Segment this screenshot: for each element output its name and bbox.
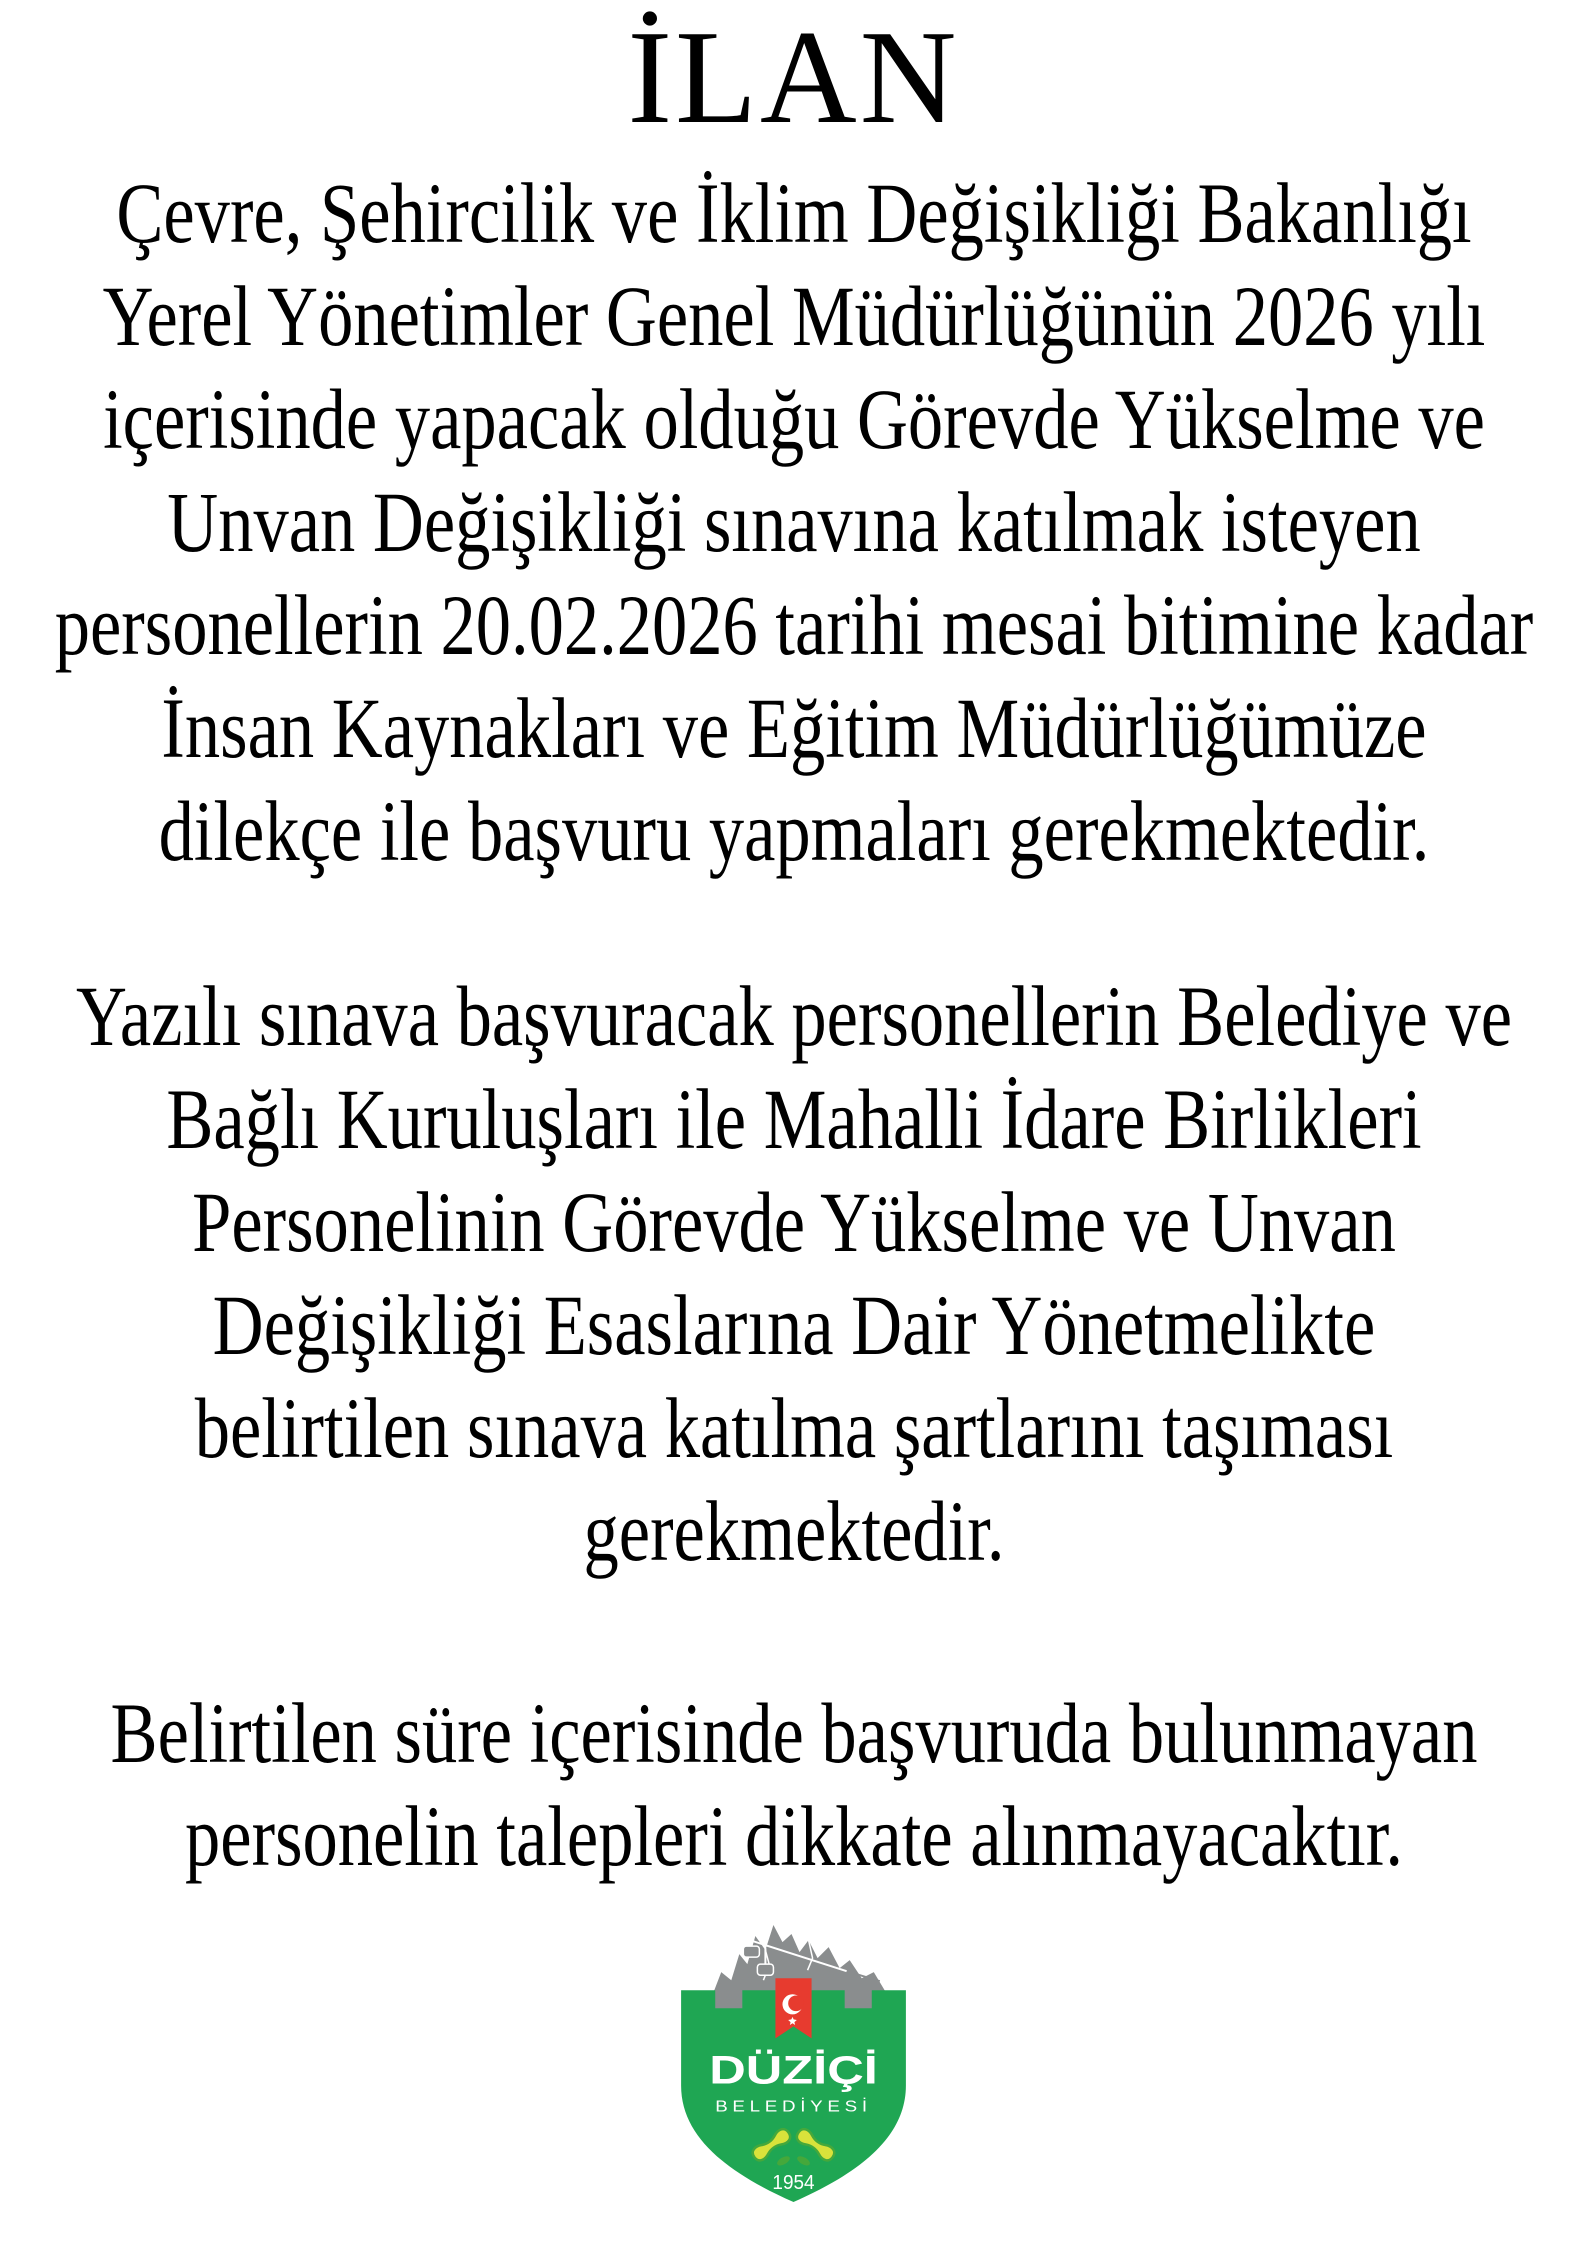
text-line: gerekmektedir. bbox=[583, 1483, 1005, 1579]
text-line: Yerel Yönetimler Genel Müdürlüğünün 2026 yılı bbox=[102, 268, 1486, 364]
paragraph-exam-conditions bbox=[0, 965, 1587, 1583]
text-line: Değişikliği Esaslarına Dair Yönetmelikte bbox=[212, 1277, 1376, 1373]
logo-city-name: DÜZİÇİ bbox=[709, 2047, 878, 2093]
text-line: Unvan Değişikliği sınavına katılmak isteyen bbox=[167, 474, 1421, 570]
text-line: Belirtilen süre içerisinde başvuruda bulunmayan bbox=[110, 1685, 1478, 1781]
municipality-logo bbox=[0, 1920, 1587, 2203]
paragraph-application-info bbox=[0, 162, 1587, 883]
text-line: Bağlı Kuruluşları ile Mahalli İdare Birlikleri bbox=[166, 1071, 1422, 1167]
logo-municipality-label: BELEDİYESİ bbox=[715, 2097, 850, 2116]
text-line: personellerin 20.02.2026 tarihi mesai bitimine kadar bbox=[54, 577, 1534, 673]
cable-car-icon bbox=[757, 1964, 773, 1975]
crescent-inner bbox=[788, 1995, 804, 2011]
text-line: İnsan Kaynakları ve Eğitim Müdürlüğümüze bbox=[161, 680, 1427, 776]
text-line: Personelinin Görevde Yükselme ve Unvan bbox=[192, 1174, 1396, 1270]
logo-founding-year: 1954 bbox=[772, 2171, 815, 2194]
text-line: belirtilen sınava katılma şartlarını taşıması bbox=[194, 1380, 1394, 1476]
text-line: personelin talepleri dikkate alınmayacaktır. bbox=[185, 1788, 1403, 1884]
cable-car-icon bbox=[743, 1946, 759, 1957]
text-line: dilekçe ile başvuru yapmaları gerekmektedir. bbox=[158, 783, 1430, 879]
paragraph-deadline-warning bbox=[0, 1682, 1587, 1888]
duzici-municipality-crest-icon bbox=[681, 1920, 906, 2203]
text-line: Yazılı sınava başvuracak personellerin Belediye ve bbox=[75, 968, 1513, 1064]
text-line: içerisinde yapacak olduğu Görevde Yükselme ve bbox=[103, 371, 1485, 467]
text-line: Çevre, Şehircilik ve İklim Değişikliği Bakanlığı bbox=[116, 165, 1472, 261]
page-title: İLAN bbox=[627, 3, 960, 151]
